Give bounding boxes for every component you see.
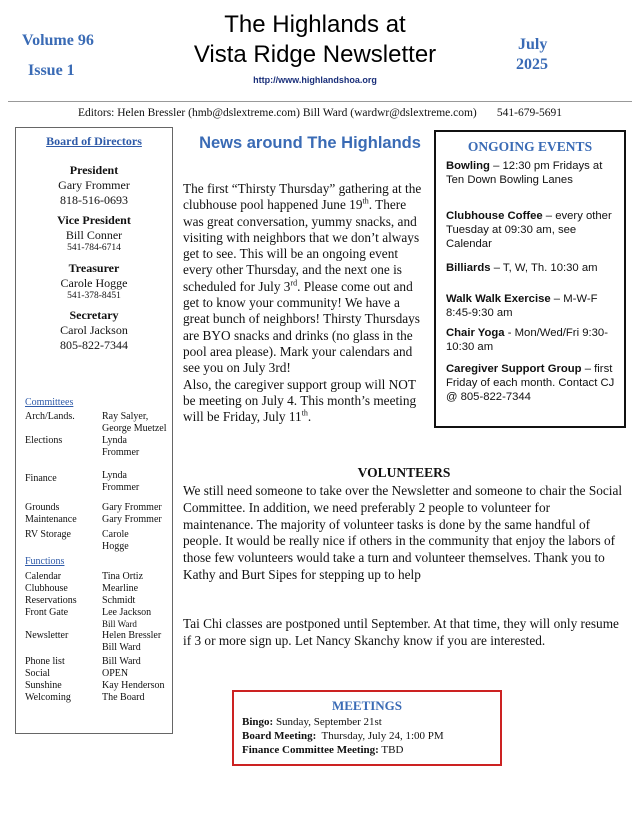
function-name: Reservations (25, 595, 77, 606)
committee-name: Elections (25, 435, 63, 446)
function-name: Clubhouse (25, 583, 68, 594)
meetings-box (232, 690, 502, 766)
event-item (446, 262, 622, 276)
committee-name: Arch/Lands. (25, 411, 75, 422)
volume-number: Volume 96 (22, 32, 94, 49)
events-title: ONGOING EVENTS (467, 139, 593, 154)
event-item (446, 210, 622, 251)
issue-number: Issue 1 (28, 62, 75, 79)
officer-role: Treasurer (68, 261, 120, 275)
meeting-value: Sunday, September 21st (273, 716, 382, 728)
meeting-row (242, 730, 500, 742)
editors-line: Editors: Helen Bressler (hmb@dslextreme.com) Bill Ward (wardwr@dslextreme.com) 541-679-5691 (77, 107, 563, 119)
news-article (183, 181, 428, 425)
functions-heading[interactable]: Functions (25, 556, 65, 567)
function-member: OPEN (102, 668, 129, 679)
event-detail: – first Friday of each month. Contact CJ @ 805-822-7344 (446, 363, 615, 403)
officer-name: Gary Frommer (58, 178, 130, 192)
officer-role: Secretary (69, 308, 119, 322)
news-text: Also, the caregiver support group will NOT be meeting on July 4. This month’s meeting will be Friday, July 11 (183, 376, 417, 425)
tai-chi-notice: Tai Chi classes are postponed until September. At that time, they will only resume if 3 or more sign up. Let Nancy Skanchy know if you are interested. (183, 616, 619, 648)
board-title: Board of Directors (46, 134, 142, 148)
committee-row (25, 529, 170, 553)
event-detail: – T, W, Th. 10:30 am (490, 262, 598, 274)
meeting-label: Bingo: (242, 716, 274, 728)
website-link[interactable]: http://www.highlandshoa.org (253, 75, 377, 85)
function-member: Bill Ward (102, 656, 141, 667)
committee-member: Lynda Frommer (102, 435, 140, 458)
function-member: Bill Ward (102, 619, 137, 629)
officer-secretary (16, 308, 172, 353)
function-member: Bill Ward (102, 642, 141, 653)
event-name: Walk Walk Exercise (446, 293, 551, 305)
meeting-value: Thursday, July 24, 1:00 PM (316, 730, 444, 742)
committee-name: Finance (25, 473, 57, 484)
ordinal-suffix: rd (290, 278, 298, 288)
newsletter-title-line1: The Highlands at (224, 11, 406, 38)
news-heading: News around The Highlands (199, 134, 421, 152)
committee-name: RV Storage (25, 529, 71, 540)
function-member: Helen Bressler (102, 630, 162, 641)
function-name: Newsletter (25, 630, 69, 641)
ordinal-suffix: th (301, 408, 308, 418)
committees-heading[interactable]: Committees (25, 397, 74, 408)
news-text: . There was great conversation, yummy snacks, and visiting with neighbors that we don’t always get to see. This will be an ongoing event every other Thursday, and the next one is scheduled for July 3 (183, 197, 420, 294)
ongoing-events-box (434, 130, 626, 428)
board-panel (15, 127, 173, 734)
committee-row (25, 470, 170, 494)
issue-year: 2025 (516, 56, 548, 73)
newsletter-title-line2: Vista Ridge Newsletter (193, 41, 437, 68)
committee-row (25, 435, 170, 459)
officer-name: Carol Jackson (60, 323, 128, 337)
event-detail: – M-W-F 8:45-9:30 am (446, 293, 598, 319)
function-member: Mearline (102, 583, 139, 594)
event-name: Billiards (446, 262, 491, 274)
volunteers-heading: VOLUNTEERS (357, 465, 451, 480)
officer-role: Vice President (57, 213, 131, 227)
committee-row (25, 502, 170, 526)
function-name: Phone list (25, 656, 65, 667)
committee-member: Gary Frommer Gary Frommer (102, 502, 162, 525)
officer-phone: 541-784-6714 (67, 243, 121, 253)
officer-phone: 541-378-8451 (67, 291, 121, 301)
event-item (446, 327, 622, 355)
meetings-title: MEETINGS (331, 698, 403, 713)
meeting-row (242, 716, 500, 728)
function-member: Tina Ortiz (102, 571, 144, 582)
committee-row (25, 411, 170, 435)
meeting-row (242, 744, 500, 756)
committee-member: Carole Hogge (102, 529, 129, 552)
event-detail: – 12:30 pm Fridays at Ten Down Bowling Lanes (446, 160, 603, 186)
meeting-label: Board Meeting: (242, 730, 317, 742)
committee-name: Grounds Maintenance (25, 502, 77, 525)
event-name: Chair Yoga (446, 327, 505, 339)
function-name: Calendar (25, 571, 62, 582)
event-item (446, 293, 622, 321)
function-member: The Board (102, 692, 145, 703)
officer-role: President (69, 163, 119, 177)
function-member: Schmidt (102, 595, 136, 606)
ordinal-suffix: th (362, 196, 369, 206)
officer-name: Bill Conner (65, 228, 123, 242)
event-detail: – every other Tuesday at 09:30 am, see Calendar (446, 210, 612, 250)
officer-treasurer (16, 261, 172, 301)
header-divider (8, 101, 632, 102)
officer-name: Carole Hogge (60, 276, 128, 290)
function-name: Sunshine (25, 680, 62, 691)
event-name: Clubhouse Coffee (446, 210, 543, 222)
news-text: . Please come out and get to know your community! We have a great bunch of neighbors! Thirsty Thursdays are BYO snacks and drinks (no glass in the pool area please). Mark your calendars and see you on July 3rd! (183, 278, 420, 376)
event-detail: - Mon/Wed/Fri 9:30-10:30 am (446, 327, 608, 353)
event-name: Bowling (446, 160, 490, 172)
meeting-label: Finance Committee Meeting: (242, 744, 379, 756)
committee-member: Lynda Frommer (102, 470, 140, 493)
news-text: The first “Thirsty Thursday” gathering at the clubhouse pool happened June 19 (183, 181, 422, 213)
function-member: Lee Jackson (102, 607, 152, 618)
event-item (446, 160, 622, 188)
officer-vice-president (16, 213, 172, 253)
officer-phone: 818-516-0693 (60, 193, 128, 207)
event-name: Caregiver Support Group (446, 363, 582, 375)
meeting-value: TBD (378, 744, 404, 756)
event-item (446, 363, 622, 404)
function-member: Kay Henderson (102, 680, 165, 691)
function-name: Social (25, 668, 50, 679)
committee-member: Ray Salyer, George Muetzel (102, 411, 167, 434)
function-name: Welcoming (25, 692, 71, 703)
news-text: . (307, 409, 312, 425)
volunteers-text: We still need someone to take over the Newsletter and someone to chair the Social Committee. In addition, we need preferably 2 people to volunteer for maintenance. The majority of volunteer tasks is done by the same handful of people. It would be really nice if others in the community that enjoy the labors of those few volunteers would take a turn and volunteer themselves. Thank you to Kathy and Burt Sipes for stepping up to help (183, 483, 623, 582)
officer-phone: 805-822-7344 (60, 338, 128, 352)
function-name: Front Gate (25, 607, 69, 618)
issue-month: July (518, 36, 548, 53)
officer-president (16, 163, 172, 208)
